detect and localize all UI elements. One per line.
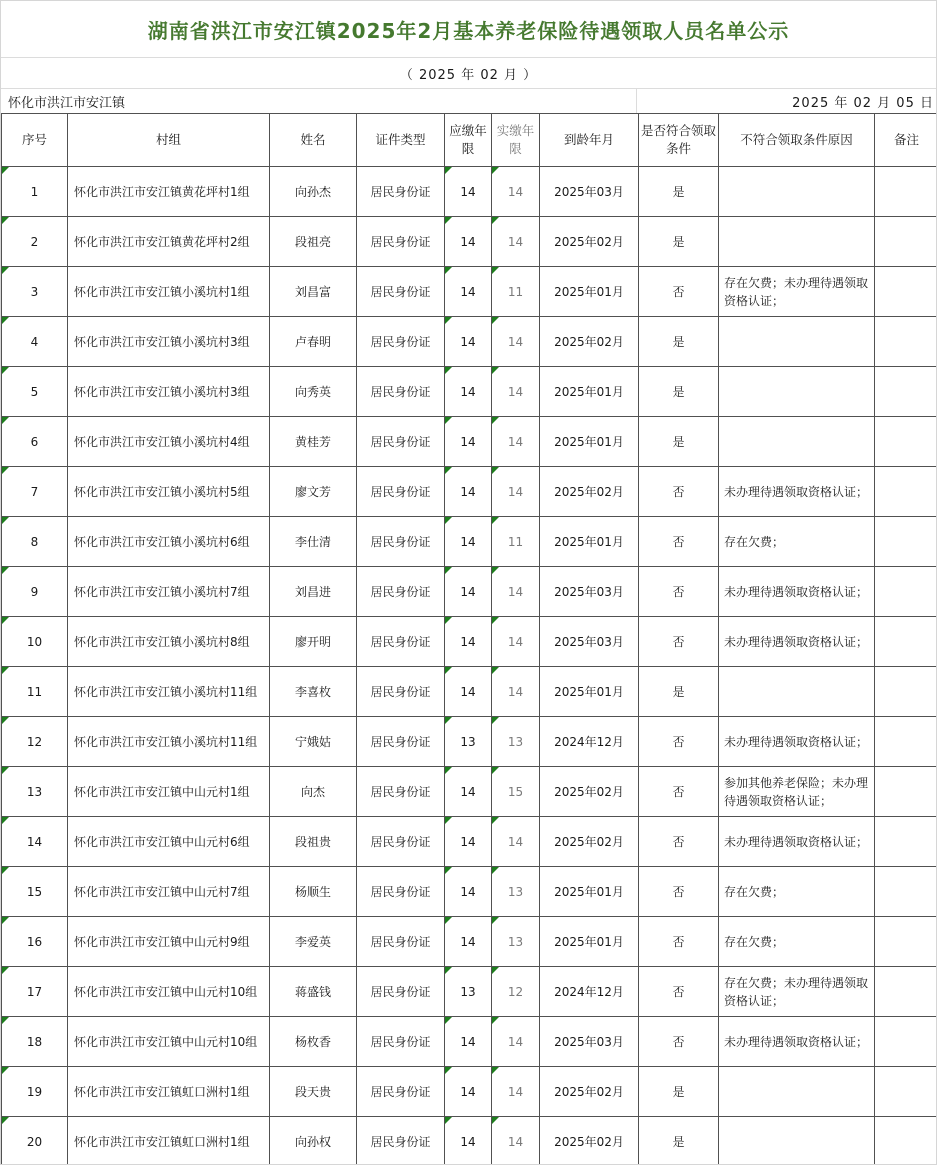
cell-r7-c1: 怀化市洪江市安江镇小溪坑村5组 (68, 467, 270, 517)
cell-r4-c2: 卢春明 (270, 317, 357, 367)
table-row (2, 867, 937, 917)
cell-r4-c0: 4 (2, 317, 68, 367)
column-header-2: 姓名 (270, 114, 357, 167)
cell-r6-c6: 2025年01月 (540, 417, 639, 467)
cell-r9-c8: 未办理待遇领取资格认证； (719, 567, 875, 617)
cell-r5-c0: 5 (2, 367, 68, 417)
cell-r13-c2: 向杰 (270, 767, 357, 817)
cell-r18-c2: 杨枚香 (270, 1017, 357, 1067)
cell-r5-c3: 居民身份证 (357, 367, 445, 417)
cell-r12-c9 (875, 717, 937, 767)
cell-r4-c1: 怀化市洪江市安江镇小溪坑村3组 (68, 317, 270, 367)
cell-r7-c9 (875, 467, 937, 517)
column-header-8: 不符合领取条件原因 (719, 114, 875, 167)
cell-r11-c3: 居民身份证 (357, 667, 445, 717)
cell-r10-c3: 居民身份证 (357, 617, 445, 667)
cell-r2-c1: 怀化市洪江市安江镇黄花坪村2组 (68, 217, 270, 267)
cell-r16-c8: 存在欠费； (719, 917, 875, 967)
table-row (2, 317, 937, 367)
cell-r15-c8: 存在欠费； (719, 867, 875, 917)
cell-r11-c5: 14 (492, 667, 540, 717)
cell-r10-c8: 未办理待遇领取资格认证； (719, 617, 875, 667)
cell-r18-c0: 18 (2, 1017, 68, 1067)
cell-r1-c4: 14 (445, 167, 492, 217)
cell-r11-c0: 11 (2, 667, 68, 717)
cell-r10-c9 (875, 617, 937, 667)
cell-r1-c5: 14 (492, 167, 540, 217)
cell-r7-c2: 廖文芳 (270, 467, 357, 517)
cell-r20-c0: 20 (2, 1117, 68, 1165)
cell-r3-c1: 怀化市洪江市安江镇小溪坑村1组 (68, 267, 270, 317)
cell-r14-c8: 未办理待遇领取资格认证； (719, 817, 875, 867)
cell-r2-c0: 2 (2, 217, 68, 267)
column-header-4: 应缴年限 (445, 114, 492, 167)
cell-r14-c5: 14 (492, 817, 540, 867)
cell-r19-c0: 19 (2, 1067, 68, 1117)
table-row (2, 567, 937, 617)
cell-r20-c5: 14 (492, 1117, 540, 1165)
cell-r16-c3: 居民身份证 (357, 917, 445, 967)
cell-r18-c6: 2025年03月 (540, 1017, 639, 1067)
publish-date: 2025 年 02 月 05 日 (636, 89, 936, 113)
cell-r13-c8: 参加其他养老保险；未办理待遇领取资格认证； (719, 767, 875, 817)
cell-r3-c3: 居民身份证 (357, 267, 445, 317)
cell-r6-c8 (719, 417, 875, 467)
cell-r19-c6: 2025年02月 (540, 1067, 639, 1117)
cell-r8-c9 (875, 517, 937, 567)
cell-r4-c3: 居民身份证 (357, 317, 445, 367)
cell-r4-c6: 2025年02月 (540, 317, 639, 367)
header-row (2, 114, 937, 167)
cell-r19-c3: 居民身份证 (357, 1067, 445, 1117)
cell-r11-c7: 是 (639, 667, 719, 717)
table-body (2, 167, 937, 1165)
cell-r13-c9 (875, 767, 937, 817)
table-row (2, 1117, 937, 1165)
cell-r18-c9 (875, 1017, 937, 1067)
cell-r9-c7: 否 (639, 567, 719, 617)
cell-r8-c6: 2025年01月 (540, 517, 639, 567)
cell-r4-c4: 14 (445, 317, 492, 367)
cell-r10-c6: 2025年03月 (540, 617, 639, 667)
cell-r19-c5: 14 (492, 1067, 540, 1117)
page-title: 湖南省洪江市安江镇2025年2月基本养老保险待遇领取人员名单公示 (147, 18, 790, 43)
cell-r6-c1: 怀化市洪江市安江镇小溪坑村4组 (68, 417, 270, 467)
cell-r2-c7: 是 (639, 217, 719, 267)
cell-r16-c9 (875, 917, 937, 967)
table-row (2, 367, 937, 417)
cell-r7-c7: 否 (639, 467, 719, 517)
table-row (2, 467, 937, 517)
cell-r11-c4: 14 (445, 667, 492, 717)
cell-r12-c4: 13 (445, 717, 492, 767)
cell-r8-c8: 存在欠费； (719, 517, 875, 567)
cell-r8-c0: 8 (2, 517, 68, 567)
cell-r19-c1: 怀化市洪江市安江镇虹口洲村1组 (68, 1067, 270, 1117)
cell-r6-c3: 居民身份证 (357, 417, 445, 467)
cell-r11-c1: 怀化市洪江市安江镇小溪坑村11组 (68, 667, 270, 717)
cell-r12-c7: 否 (639, 717, 719, 767)
cell-r18-c5: 14 (492, 1017, 540, 1067)
cell-r16-c6: 2025年01月 (540, 917, 639, 967)
cell-r15-c5: 13 (492, 867, 540, 917)
cell-r1-c8 (719, 167, 875, 217)
table-row (2, 817, 937, 867)
cell-r3-c9 (875, 267, 937, 317)
cell-r16-c7: 否 (639, 917, 719, 967)
cell-r6-c2: 黄桂芳 (270, 417, 357, 467)
cell-r15-c9 (875, 867, 937, 917)
cell-r1-c3: 居民身份证 (357, 167, 445, 217)
table-row (2, 267, 937, 317)
cell-r20-c2: 向孙权 (270, 1117, 357, 1165)
cell-r13-c6: 2025年02月 (540, 767, 639, 817)
cell-r15-c1: 怀化市洪江市安江镇中山元村7组 (68, 867, 270, 917)
cell-r1-c6: 2025年03月 (540, 167, 639, 217)
cell-r12-c8: 未办理待遇领取资格认证； (719, 717, 875, 767)
cell-r19-c7: 是 (639, 1067, 719, 1117)
cell-r17-c0: 17 (2, 967, 68, 1017)
cell-r18-c8: 未办理待遇领取资格认证； (719, 1017, 875, 1067)
cell-r7-c0: 7 (2, 467, 68, 517)
cell-r9-c6: 2025年03月 (540, 567, 639, 617)
cell-r16-c5: 13 (492, 917, 540, 967)
cell-r19-c4: 14 (445, 1067, 492, 1117)
cell-r14-c4: 14 (445, 817, 492, 867)
cell-r11-c6: 2025年01月 (540, 667, 639, 717)
cell-r2-c5: 14 (492, 217, 540, 267)
cell-r9-c2: 刘昌进 (270, 567, 357, 617)
cell-r10-c1: 怀化市洪江市安江镇小溪坑村8组 (68, 617, 270, 667)
cell-r5-c6: 2025年01月 (540, 367, 639, 417)
table-row (2, 917, 937, 967)
cell-r11-c2: 李喜枚 (270, 667, 357, 717)
cell-r15-c3: 居民身份证 (357, 867, 445, 917)
cell-r18-c1: 怀化市洪江市安江镇中山元村10组 (68, 1017, 270, 1067)
cell-r9-c3: 居民身份证 (357, 567, 445, 617)
cell-r3-c5: 11 (492, 267, 540, 317)
cell-r17-c1: 怀化市洪江市安江镇中山元村10组 (68, 967, 270, 1017)
cell-r5-c2: 向秀英 (270, 367, 357, 417)
cell-r10-c2: 廖开明 (270, 617, 357, 667)
cell-r15-c4: 14 (445, 867, 492, 917)
cell-r15-c0: 15 (2, 867, 68, 917)
cell-r15-c2: 杨顺生 (270, 867, 357, 917)
cell-r7-c5: 14 (492, 467, 540, 517)
cell-r14-c6: 2025年02月 (540, 817, 639, 867)
cell-r20-c6: 2025年02月 (540, 1117, 639, 1165)
cell-r17-c5: 12 (492, 967, 540, 1017)
cell-r4-c9 (875, 317, 937, 367)
cell-r11-c9 (875, 667, 937, 717)
cell-r8-c7: 否 (639, 517, 719, 567)
table-row (2, 967, 937, 1017)
column-header-5: 实缴年限 (492, 114, 540, 167)
cell-r2-c4: 14 (445, 217, 492, 267)
cell-r10-c4: 14 (445, 617, 492, 667)
cell-r17-c7: 否 (639, 967, 719, 1017)
cell-r11-c8 (719, 667, 875, 717)
cell-r14-c0: 14 (2, 817, 68, 867)
cell-r5-c8 (719, 367, 875, 417)
cell-r9-c1: 怀化市洪江市安江镇小溪坑村7组 (68, 567, 270, 617)
cell-r1-c7: 是 (639, 167, 719, 217)
cell-r14-c2: 段祖贵 (270, 817, 357, 867)
cell-r10-c7: 否 (639, 617, 719, 667)
cell-r1-c2: 向孙杰 (270, 167, 357, 217)
cell-r12-c3: 居民身份证 (357, 717, 445, 767)
cell-r1-c9 (875, 167, 937, 217)
table-row (2, 617, 937, 667)
cell-r5-c7: 是 (639, 367, 719, 417)
cell-r18-c4: 14 (445, 1017, 492, 1067)
cell-r20-c1: 怀化市洪江市安江镇虹口洲村1组 (68, 1117, 270, 1165)
cell-r14-c1: 怀化市洪江市安江镇中山元村6组 (68, 817, 270, 867)
cell-r6-c5: 14 (492, 417, 540, 467)
cell-r3-c6: 2025年01月 (540, 267, 639, 317)
table-row (2, 417, 937, 467)
cell-r9-c4: 14 (445, 567, 492, 617)
cell-r2-c6: 2025年02月 (540, 217, 639, 267)
cell-r20-c8 (719, 1117, 875, 1165)
cell-r12-c0: 12 (2, 717, 68, 767)
title-band (1, 1, 936, 58)
pension-recipients-table (1, 113, 937, 1165)
cell-r9-c5: 14 (492, 567, 540, 617)
cell-r13-c7: 否 (639, 767, 719, 817)
cell-r17-c4: 13 (445, 967, 492, 1017)
cell-r2-c3: 居民身份证 (357, 217, 445, 267)
cell-r17-c6: 2024年12月 (540, 967, 639, 1017)
cell-r7-c8: 未办理待遇领取资格认证； (719, 467, 875, 517)
cell-r3-c2: 刘昌富 (270, 267, 357, 317)
cell-r9-c9 (875, 567, 937, 617)
org-label: 怀化市洪江市安江镇 (8, 95, 126, 111)
column-header-7: 是否符合领取条件 (639, 114, 719, 167)
cell-r6-c0: 6 (2, 417, 68, 467)
table-row (2, 717, 937, 767)
cell-r13-c5: 15 (492, 767, 540, 817)
cell-r5-c9 (875, 367, 937, 417)
cell-r6-c9 (875, 417, 937, 467)
cell-r8-c2: 李仕清 (270, 517, 357, 567)
cell-r12-c2: 宁娥姑 (270, 717, 357, 767)
cell-r17-c3: 居民身份证 (357, 967, 445, 1017)
cell-r16-c2: 李爱英 (270, 917, 357, 967)
cell-r8-c3: 居民身份证 (357, 517, 445, 567)
cell-r10-c0: 10 (2, 617, 68, 667)
cell-r16-c1: 怀化市洪江市安江镇中山元村9组 (68, 917, 270, 967)
cell-r14-c9 (875, 817, 937, 867)
cell-r17-c2: 蒋盛钱 (270, 967, 357, 1017)
cell-r20-c4: 14 (445, 1117, 492, 1165)
table-row (2, 667, 937, 717)
cell-r5-c4: 14 (445, 367, 492, 417)
table-row (2, 217, 937, 267)
cell-r13-c0: 13 (2, 767, 68, 817)
cell-r14-c7: 否 (639, 817, 719, 867)
cell-r12-c5: 13 (492, 717, 540, 767)
period-subtitle: （ 2025 年 02 月 ） (1, 58, 936, 89)
cell-r4-c7: 是 (639, 317, 719, 367)
cell-r2-c9 (875, 217, 937, 267)
cell-r3-c4: 14 (445, 267, 492, 317)
cell-r6-c4: 14 (445, 417, 492, 467)
cell-r3-c7: 否 (639, 267, 719, 317)
table-row (2, 767, 937, 817)
cell-r16-c4: 14 (445, 917, 492, 967)
cell-r13-c4: 14 (445, 767, 492, 817)
cell-r17-c8: 存在欠费；未办理待遇领取资格认证； (719, 967, 875, 1017)
cell-r14-c3: 居民身份证 (357, 817, 445, 867)
cell-r13-c1: 怀化市洪江市安江镇中山元村1组 (68, 767, 270, 817)
cell-r5-c1: 怀化市洪江市安江镇小溪坑村3组 (68, 367, 270, 417)
cell-r4-c8 (719, 317, 875, 367)
table-row (2, 167, 937, 217)
cell-r1-c1: 怀化市洪江市安江镇黄花坪村1组 (68, 167, 270, 217)
cell-r1-c0: 1 (2, 167, 68, 217)
cell-r7-c6: 2025年02月 (540, 467, 639, 517)
column-header-1: 村组 (68, 114, 270, 167)
column-header-3: 证件类型 (357, 114, 445, 167)
cell-r4-c5: 14 (492, 317, 540, 367)
cell-r2-c2: 段祖亮 (270, 217, 357, 267)
cell-r18-c3: 居民身份证 (357, 1017, 445, 1067)
cell-r5-c5: 14 (492, 367, 540, 417)
cell-r3-c0: 3 (2, 267, 68, 317)
cell-r12-c1: 怀化市洪江市安江镇小溪坑村11组 (68, 717, 270, 767)
cell-r17-c9 (875, 967, 937, 1017)
column-header-9: 备注 (875, 114, 937, 167)
cell-r8-c5: 11 (492, 517, 540, 567)
cell-r9-c0: 9 (2, 567, 68, 617)
cell-r20-c3: 居民身份证 (357, 1117, 445, 1165)
cell-r2-c8 (719, 217, 875, 267)
cell-r8-c4: 14 (445, 517, 492, 567)
table-row (2, 1017, 937, 1067)
cell-r12-c6: 2024年12月 (540, 717, 639, 767)
table-row (2, 1067, 937, 1117)
info-band (1, 89, 936, 113)
cell-r18-c7: 否 (639, 1017, 719, 1067)
column-header-6: 到龄年月 (540, 114, 639, 167)
cell-r8-c1: 怀化市洪江市安江镇小溪坑村6组 (68, 517, 270, 567)
cell-r20-c9 (875, 1117, 937, 1165)
cell-r15-c6: 2025年01月 (540, 867, 639, 917)
column-header-0: 序号 (2, 114, 68, 167)
cell-r19-c9 (875, 1067, 937, 1117)
cell-r7-c3: 居民身份证 (357, 467, 445, 517)
cell-r3-c8: 存在欠费；未办理待遇领取资格认证； (719, 267, 875, 317)
cell-r13-c3: 居民身份证 (357, 767, 445, 817)
table-row (2, 517, 937, 567)
cell-r19-c8 (719, 1067, 875, 1117)
cell-r7-c4: 14 (445, 467, 492, 517)
cell-r15-c7: 否 (639, 867, 719, 917)
cell-r19-c2: 段天贵 (270, 1067, 357, 1117)
cell-r10-c5: 14 (492, 617, 540, 667)
cell-r6-c7: 是 (639, 417, 719, 467)
cell-r16-c0: 16 (2, 917, 68, 967)
cell-r20-c7: 是 (639, 1117, 719, 1165)
